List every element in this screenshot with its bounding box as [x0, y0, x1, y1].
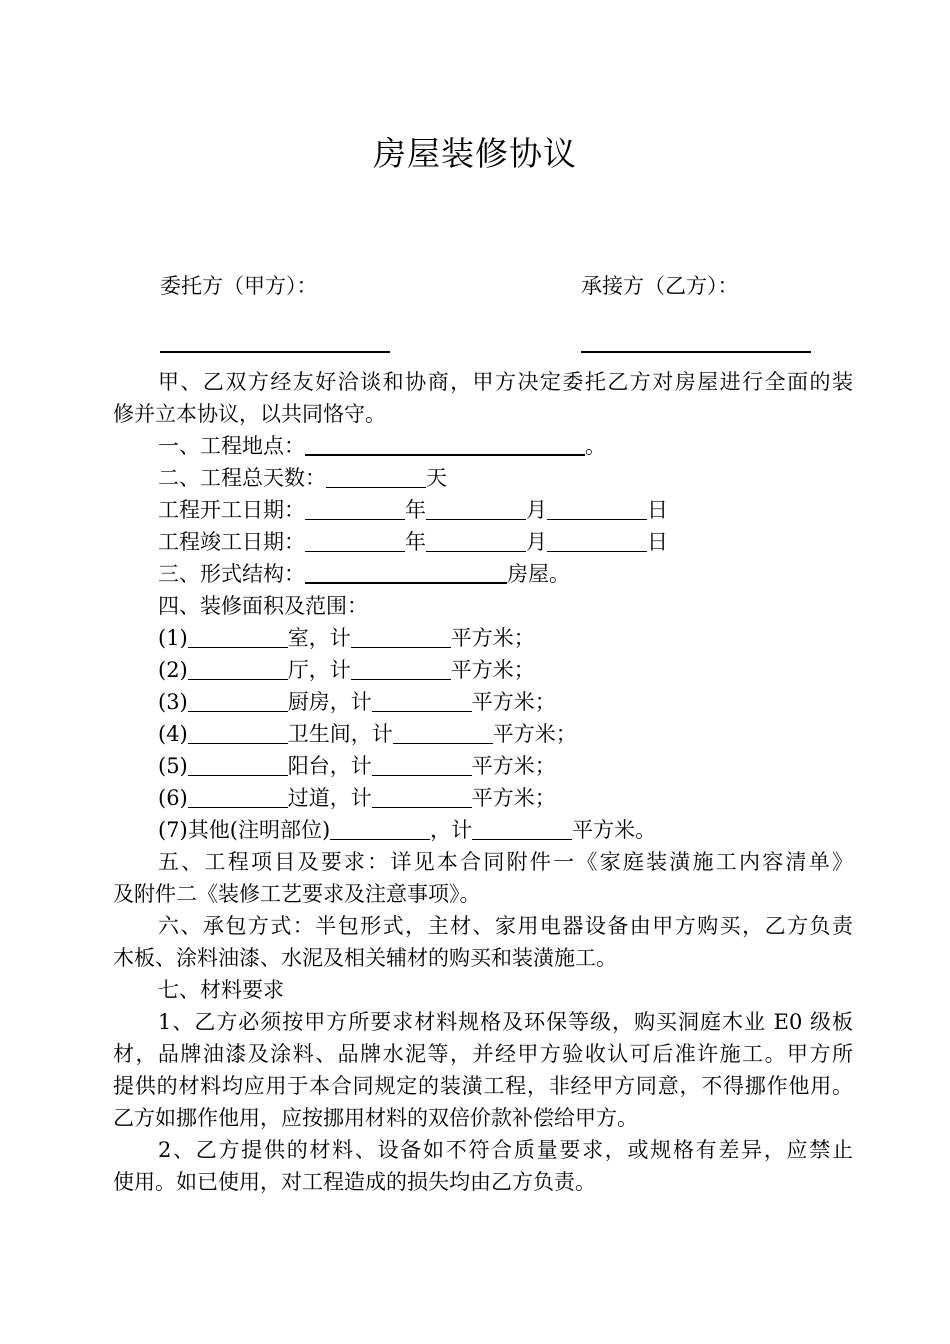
- client-signature-line: [160, 351, 390, 353]
- area-item: (2) 厅，计 平方米；: [158, 658, 535, 682]
- materials-paragraph-line: 乙方如挪作他用，应按挪用材料的双倍价款补偿给甲方。: [113, 1106, 638, 1130]
- client-label: 委托方（甲方）：: [160, 274, 318, 298]
- area-item: (4) 卫生间，计 平方米；: [158, 722, 577, 746]
- materials-paragraph-line: 材，品牌油漆及涂料、品牌水泥等，并经甲方验收认可后准许施工。甲方所: [113, 1042, 853, 1066]
- day-blank: [547, 497, 647, 520]
- section-contract-line: 六、承包方式：半包形式，主材、家用电器设备由甲方购买，乙方负责: [158, 914, 853, 938]
- month-blank: [426, 529, 526, 552]
- section-materials-heading: 七、材料要求: [158, 978, 284, 1002]
- day-blank: [547, 529, 647, 552]
- section-items-line: 五、工程项目及要求：详见本合同附件一《家庭装潢施工内容清单》: [158, 850, 853, 874]
- area-item: (5) 阳台，计 平方米；: [158, 754, 556, 778]
- days-blank: [326, 465, 426, 488]
- section-structure: 三、形式结构： 房屋。: [158, 562, 570, 586]
- area-item: (3) 厨房，计 平方米；: [158, 690, 556, 714]
- area-item: (1) 室，计 平方米；: [158, 626, 535, 650]
- start-date-row: 工程开工日期： 年 月 日: [158, 498, 668, 522]
- year-blank: [305, 529, 405, 552]
- contractor-label: 承接方（乙方）：: [581, 274, 739, 298]
- section-total-days: 二、工程总天数： 天: [158, 466, 447, 490]
- section-area-heading: 四、装修面积及范围：: [158, 594, 368, 618]
- intro-line: 修并立本协议，以共同恪守。: [113, 402, 386, 426]
- month-blank: [426, 497, 526, 520]
- materials-paragraph-line: 2、乙方提供的材料、设备如不符合质量要求，或规格有差异，应禁止: [158, 1138, 853, 1162]
- materials-paragraph-line: 1、乙方必须按甲方所要求材料规格及环保等级，购买洞庭木业 E0 级板: [158, 1010, 853, 1034]
- section-contract-line: 木板、涂料油漆、水泥及相关辅材的购买和装潢施工。: [113, 946, 617, 970]
- intro-line: 甲、乙双方经友好洽谈和协商，甲方决定委托乙方对房屋进行全面的装: [158, 370, 853, 394]
- area-item-other: (7)其他(注明部位) ，计 平方米。: [158, 818, 657, 842]
- materials-paragraph-line: 提供的材料均应用于本合同规定的装潢工程，非经甲方同意，不得挪作他用。: [113, 1074, 853, 1098]
- area-item: (6) 过道，计 平方米；: [158, 786, 556, 810]
- contractor-signature-line: [581, 351, 811, 353]
- section-location: 一、工程地点： 。: [158, 434, 606, 458]
- document-title: 房屋装修协议: [373, 134, 577, 173]
- materials-paragraph-line: 使用。如已使用，对工程造成的损失均由乙方负责。: [113, 1170, 596, 1194]
- end-date-row: 工程竣工日期： 年 月 日: [158, 530, 668, 554]
- document-body: [113, 366, 853, 1198]
- structure-blank: [305, 560, 507, 584]
- year-blank: [305, 497, 405, 520]
- location-blank: [305, 432, 585, 456]
- section-items-line: 及附件二《装修工艺要求及注意事项》。: [113, 882, 481, 906]
